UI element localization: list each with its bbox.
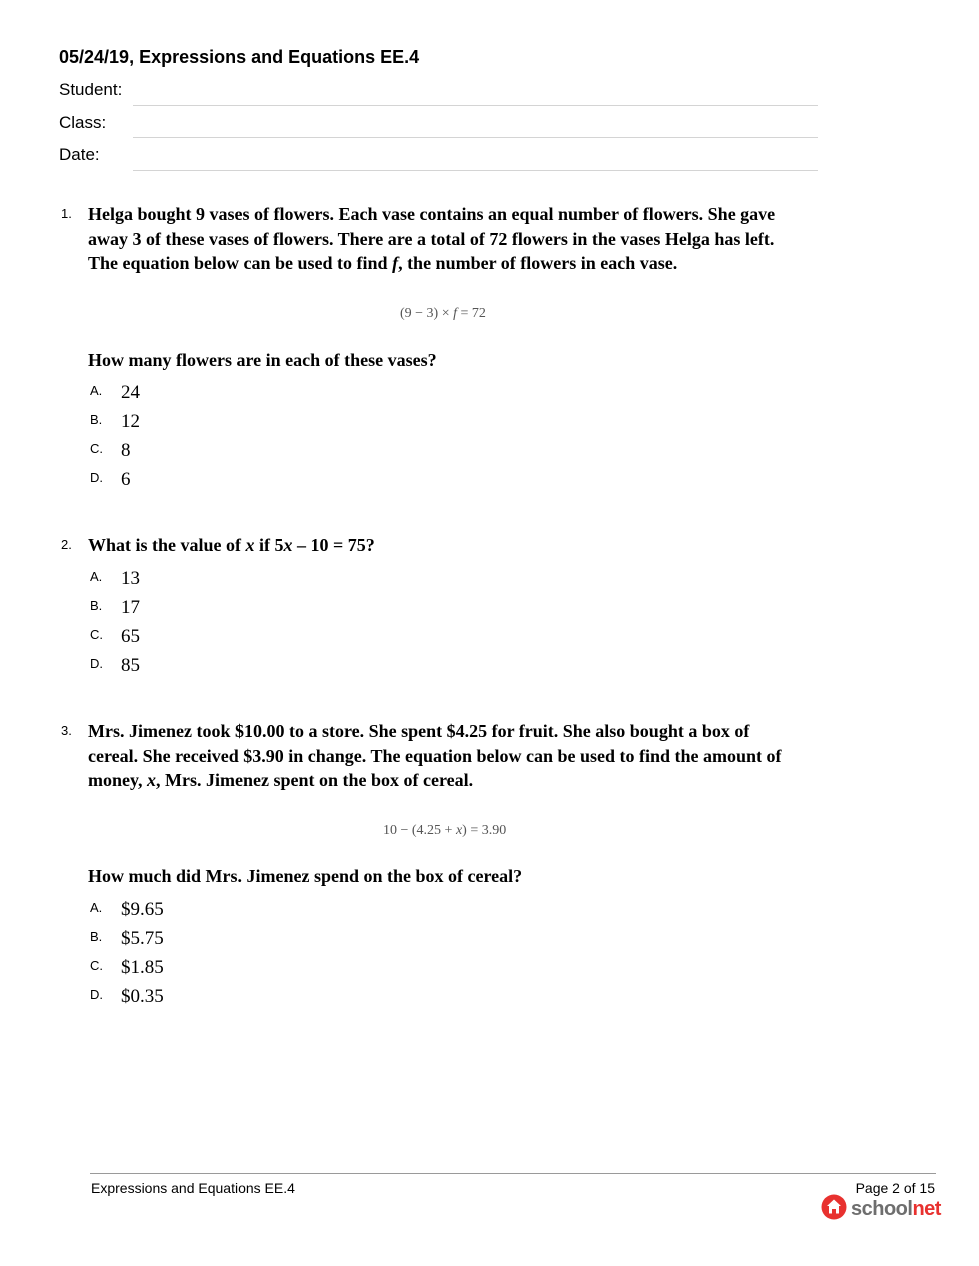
student-label: Student:: [59, 80, 123, 99]
question-number: 2.: [61, 537, 72, 552]
footer-divider: [90, 1173, 936, 1174]
choice-letter: B.: [90, 598, 103, 613]
question-number: 1.: [61, 206, 72, 221]
footer-document-title: Expressions and Equations EE.4: [91, 1180, 295, 1196]
choice-letter: D.: [90, 470, 103, 485]
equation-image: 10 − (4.25 + x) = 3.90: [383, 823, 507, 838]
choice-c[interactable]: 65: [121, 626, 140, 647]
question-stem: [88, 719, 828, 793]
student-field[interactable]: [133, 105, 818, 106]
choice-b[interactable]: 12: [121, 411, 140, 432]
logo-wordmark: schoolnet: [851, 1197, 941, 1220]
choice-letter: D.: [90, 987, 103, 1002]
choice-c[interactable]: $1.85: [121, 957, 164, 978]
stem-line: Helga bought 9 vases of flowers. Each vase contains an equal number of flowers. She gave: [88, 204, 776, 224]
choice-d[interactable]: 85: [121, 655, 140, 676]
choice-letter: D.: [90, 656, 103, 671]
choice-d[interactable]: 6: [121, 469, 131, 490]
question-stem: [88, 202, 828, 276]
date-field[interactable]: [133, 170, 818, 171]
schoolnet-logo: [821, 1196, 941, 1222]
choice-a[interactable]: $9.65: [121, 899, 164, 920]
stem-line: The equation below can be used to find f, the number of flowers in each vase.: [88, 253, 678, 273]
choice-letter: C.: [90, 441, 103, 456]
choice-c[interactable]: 8: [121, 440, 131, 461]
choice-letter: A.: [90, 383, 103, 398]
question-number: 3.: [61, 723, 72, 738]
choice-a[interactable]: 24: [121, 382, 140, 403]
stem-line: money, x, Mrs. Jimenez spent on the box of cereal.: [88, 770, 474, 790]
stem-line: cereal. She received $3.90 in change. The equation below can be used to find the amount of: [88, 745, 782, 766]
choice-letter: A.: [90, 569, 103, 584]
page-title: 05/24/19, Expressions and Equations EE.4: [59, 47, 420, 67]
stem-line: away 3 of these vases of flowers. There are a total of 72 flowers in the vases Helga has left.: [88, 228, 775, 249]
choice-letter: C.: [90, 958, 103, 973]
home-icon: [821, 1194, 847, 1225]
choice-letter: B.: [90, 929, 103, 944]
choice-letter: C.: [90, 627, 103, 642]
choice-letter: A.: [90, 900, 103, 915]
question-prompt: How much did Mrs. Jimenez spend on the box of cereal?: [88, 866, 523, 886]
choice-b[interactable]: 17: [121, 597, 140, 618]
equation-image: (9 − 3) × f = 72: [400, 306, 486, 321]
class-field[interactable]: [133, 137, 818, 138]
date-label: Date:: [59, 145, 100, 164]
choice-b[interactable]: $5.75: [121, 928, 164, 949]
question-stem: What is the value of x if 5x – 10 = 75?: [88, 535, 375, 555]
choice-a[interactable]: 13: [121, 568, 140, 589]
class-label: Class:: [59, 113, 107, 132]
choice-letter: B.: [90, 412, 103, 427]
page-number: Page 2 of 15: [855, 1180, 935, 1196]
question-prompt: How many flowers are in each of these vases?: [88, 350, 437, 370]
stem-line: Mrs. Jimenez took $10.00 to a store. She spent $4.25 for fruit. She also bought a box of: [88, 721, 750, 741]
choice-d[interactable]: $0.35: [121, 986, 164, 1007]
